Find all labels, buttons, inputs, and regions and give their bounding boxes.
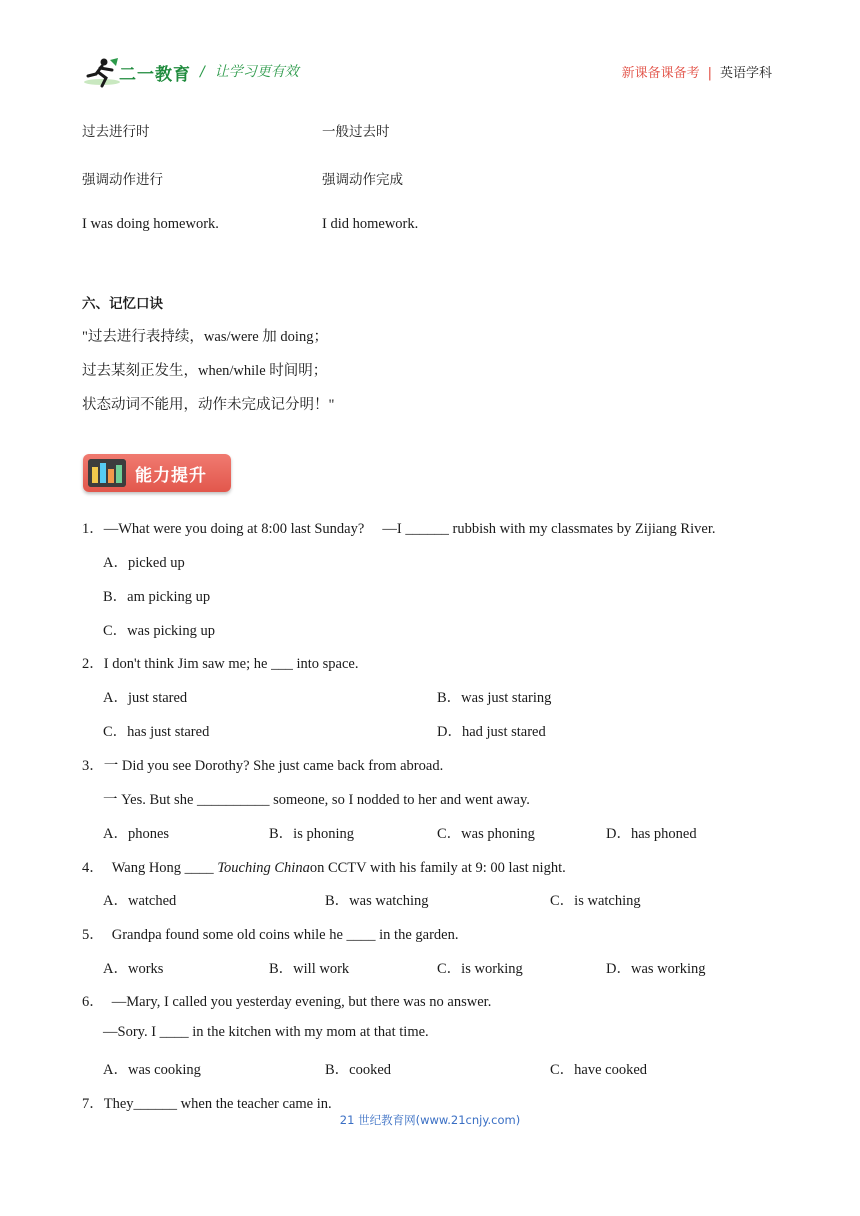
option: B．is phoning [269, 826, 354, 842]
question-5: 5． Grandpa found some old coins while he ____ in the garden. [82, 927, 459, 943]
option: C．was phoning [437, 826, 535, 842]
banner-label: 能力提升 [135, 466, 207, 486]
section-title: 六、记忆口诀 [82, 296, 163, 312]
option: B．will work [269, 961, 350, 977]
mnemonic-line: 过去某刻正发生，when/while 时间明； [82, 363, 328, 379]
option: A．works [103, 961, 164, 977]
page-footer: 21 世纪教育网(www.21cnjy.com) [339, 1113, 521, 1127]
question-2: 2．I don't think Jim saw me; he ___ into space. [82, 656, 359, 672]
option: C．was picking up [103, 623, 215, 639]
option: C．is working [437, 961, 523, 977]
option: D．has phoned [606, 826, 697, 842]
comparison-row: I was doing homework. I did homework. [82, 216, 419, 232]
header-right: 新课备课备考 | 英语学科 [621, 66, 772, 81]
mnemonic-line: "过去进行表持续，was/were 加 doing； [82, 329, 328, 345]
option: C．have cooked [550, 1062, 648, 1078]
question-1: 1．—What were you doing at 8:00 last Sunday? —I ______ rubbish with my classmates by Zijiang River. [82, 521, 716, 537]
option: D．was working [606, 961, 706, 977]
option: A．just stared [103, 690, 188, 706]
brand-name: 二一教育 [119, 65, 191, 85]
mnemonic-line: 状态动词不能用，动作未完成记分明！" [82, 397, 335, 413]
comparison-row: 强调动作进行 强调动作完成 [82, 172, 403, 188]
books-icon [88, 459, 126, 487]
comparison-row: 过去进行时 一般过去时 [82, 124, 390, 140]
ability-banner [83, 454, 231, 492]
option: A．picked up [103, 555, 185, 571]
page-header [0, 0, 860, 100]
question-3-reply: 一 Yes. But she __________ someone, so I nodded to her and went away. [103, 792, 530, 808]
option: A．was cooking [103, 1062, 201, 1078]
option: C．has just stared [103, 724, 210, 740]
question-4: 4． Wang Hong ____ Touching Chinaon CCTV with his family at 9: 00 last night. [82, 860, 566, 876]
option: B．am picking up [103, 589, 211, 605]
option: A．phones [103, 826, 170, 842]
option: D．had just stared [437, 724, 546, 740]
question-6: 6． —Mary, I called you yesterday evening, but there was no answer. [82, 994, 492, 1010]
question-3: 3．一 Did you see Dorothy? She just came back from abroad. [82, 758, 444, 774]
option: C．is watching [550, 893, 641, 909]
question-6-reply: —Sory. I ____ in the kitchen with my mom at that time. [103, 1024, 429, 1040]
option: B．was watching [325, 893, 429, 909]
slogan: / 让学习更有效 [200, 64, 299, 80]
question-7: 7．They______ when the teacher came in. [82, 1096, 332, 1112]
option: A．watched [103, 893, 177, 909]
option: B．cooked [325, 1062, 392, 1078]
option: B．was just staring [437, 690, 552, 706]
